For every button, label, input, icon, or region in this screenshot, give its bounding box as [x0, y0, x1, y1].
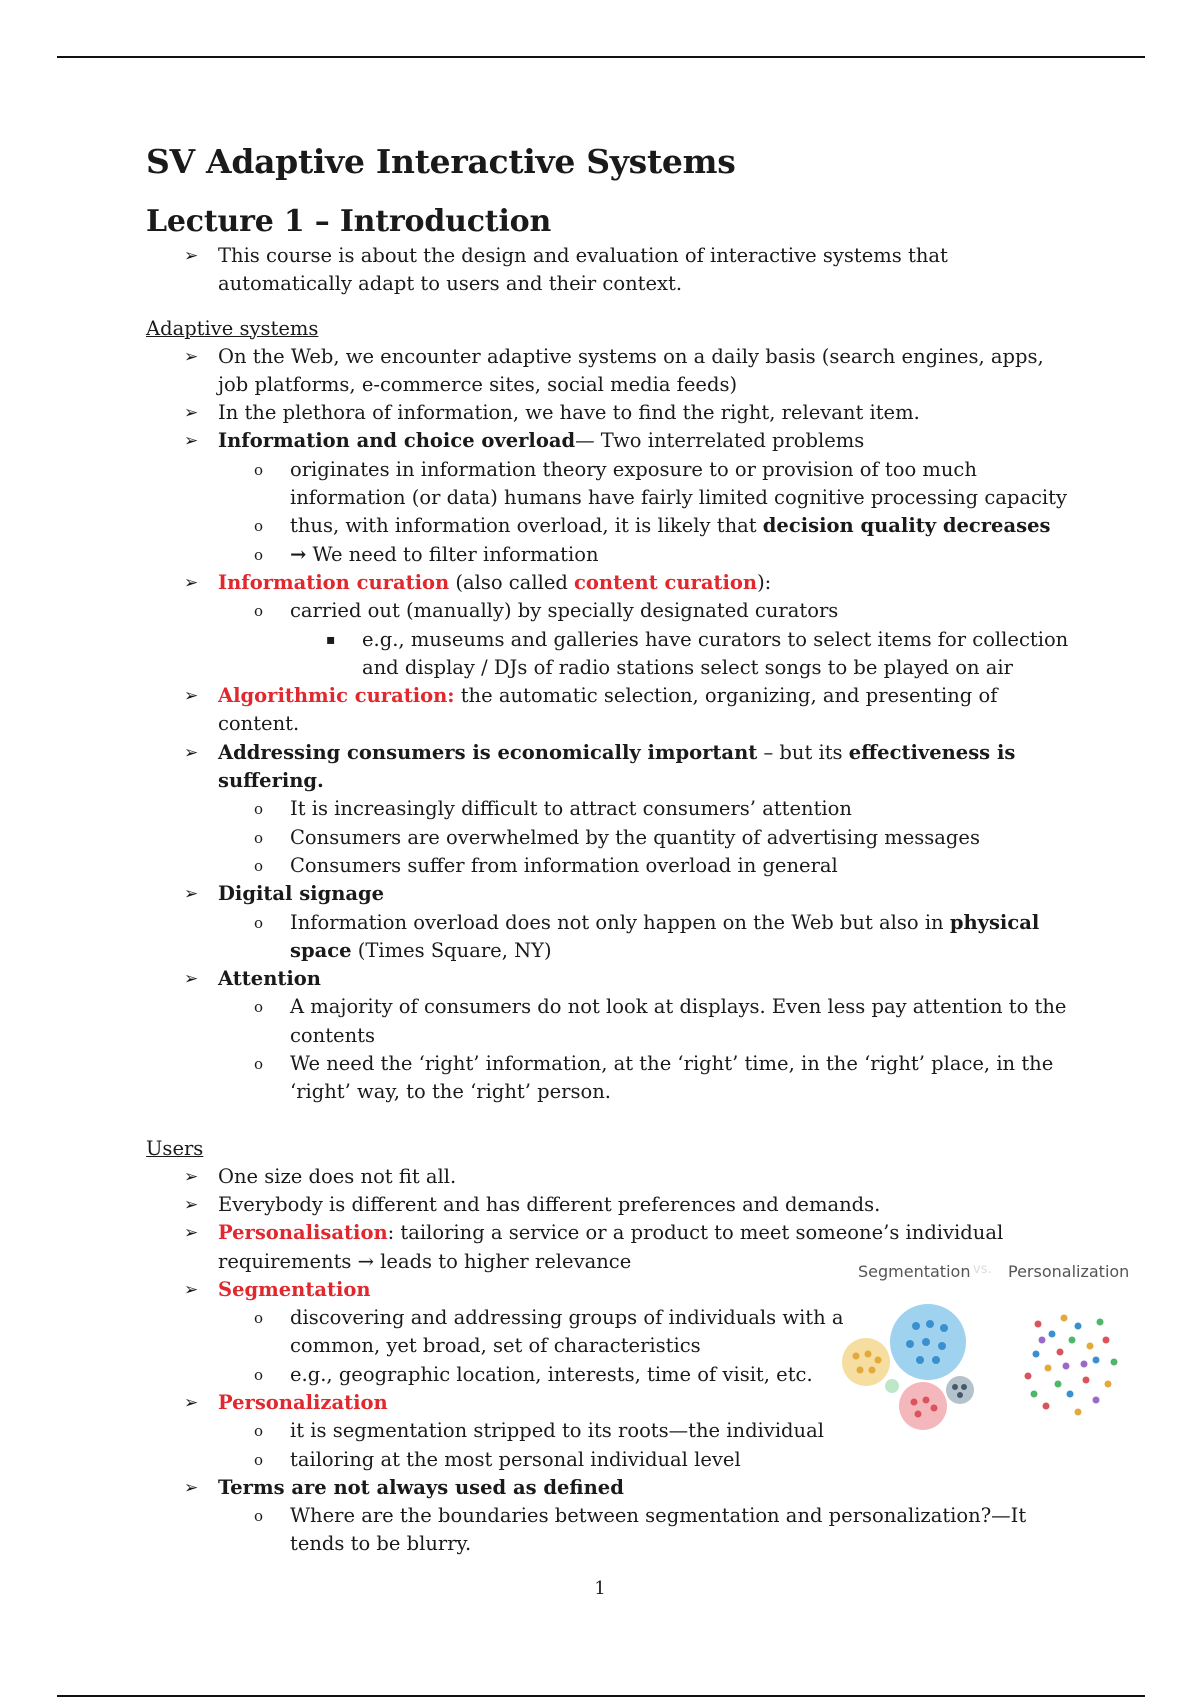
document-title: SV Adaptive Interactive Systems: [146, 142, 736, 181]
arrow-bullet-icon: ➢: [184, 246, 199, 266]
list-item: ➢ Attention: [146, 965, 1076, 993]
arrow-bullet-icon: ➢: [184, 431, 199, 452]
arrow-bullet-icon: ➢: [184, 403, 199, 424]
segment-groups-icon: [842, 1304, 974, 1430]
list-item: ➢ Personalization: [146, 1389, 1076, 1417]
bottom-rule: [57, 1695, 1145, 1697]
sub-list-item: o It is increasingly difficult to attract consumers’ attention: [146, 795, 1076, 823]
circle-bullet-icon: o: [254, 1309, 264, 1328]
arrow-bullet-icon: ➢: [184, 1194, 199, 1215]
list-item: ➢ Addressing consumers is economically important – but its effectiveness is suffering.: [184, 740, 1016, 793]
arrow-bullet-icon: ➢: [184, 572, 199, 593]
circle-bullet-icon: o: [254, 1450, 264, 1469]
sub-list-item: o tailoring at the most personal individual level: [146, 1446, 930, 1474]
circle-bullet-icon: o: [254, 828, 264, 847]
circle-bullet-icon: o: [254, 1507, 264, 1526]
sub-list-item: o Information overload does not only happen on the Web but also in physical space (Times Square, NY): [254, 910, 1040, 962]
sub-list-item: o it is segmentation stripped to its roots—the individual: [146, 1417, 930, 1445]
list-item: ➢ Algorithmic curation: the automatic selection, organizing, and presenting of content.: [184, 684, 998, 736]
arrow-bullet-icon: ➢: [184, 742, 199, 763]
arrow-bullet-icon: ➢: [184, 969, 199, 990]
figure-label-vs: vs.: [973, 1262, 992, 1277]
arrow-bullet-icon: ➢: [184, 1392, 199, 1413]
list-item: ➢ Digital signage: [146, 880, 1076, 908]
sub-list-item: o discovering and addressing groups of individuals with a common, yet broad, set of characteristics: [254, 1306, 844, 1358]
intro-list: [146, 242, 1076, 299]
list-item: ➢ Personalisation: tailoring a service or a product to meet someone’s individual requirements → leads to higher relevance: [184, 1221, 1004, 1273]
arrow-bullet-icon: ➢: [184, 686, 199, 707]
adaptive-list: [146, 343, 1076, 1107]
sub-list-item: o → We need to filter information: [146, 541, 1076, 569]
arrow-bullet-icon: ➢: [184, 1477, 199, 1498]
circle-bullet-icon: o: [254, 800, 264, 819]
list-item: ➢ One size does not fit all.: [146, 1163, 1076, 1191]
list-item: ➢ Terms are not always used as defined: [146, 1474, 1076, 1502]
circle-bullet-icon: o: [254, 998, 264, 1017]
list-item: ➢ Information and choice overload— Two interrelated problems: [146, 427, 1076, 455]
circle-bullet-icon: o: [254, 545, 264, 564]
sub-list-item: o carried out (manually) by specially designated curators: [146, 597, 1076, 625]
circle-bullet-icon: o: [254, 1422, 264, 1441]
figure-illustration: [838, 1256, 1138, 1436]
sub-list-item: o Where are the boundaries between segmentation and personalization?—It tends to be blurry.: [254, 1504, 1027, 1556]
sub-list-item: o We need the ‘right’ information, at the ‘right’ time, in the ‘right’ place, in the ‘right’ way, to the ‘right’ person.: [254, 1052, 1054, 1104]
arrow-bullet-icon: ➢: [184, 1223, 199, 1244]
list-item: ➢ Segmentation: [146, 1276, 1076, 1304]
top-rule: [57, 56, 1145, 58]
sub-list-item: o A majority of consumers do not look at displays. Even less pay attention to the contents: [254, 995, 1067, 1047]
arrow-bullet-icon: ➢: [184, 346, 199, 367]
list-item: ➢ Information curation (also called content curation):: [146, 569, 1076, 597]
arrow-bullet-icon: ➢: [184, 1279, 199, 1300]
sub-list-item: o thus, with information overload, it is likely that decision quality decreases: [146, 512, 1076, 540]
square-bullet-icon: ▪: [326, 631, 336, 648]
segmentation-vs-personalization-figure: [838, 1256, 1138, 1436]
circle-bullet-icon: o: [254, 1055, 264, 1074]
arrow-bullet-icon: ➢: [184, 1166, 199, 1187]
section-heading-users: Users: [146, 1136, 204, 1160]
figure-label-segmentation: Segmentation: [858, 1262, 971, 1281]
circle-bullet-icon: o: [254, 913, 264, 932]
sub-list-item: o originates in information theory exposure to or provision of too much information (or data) humans have fairly limited cognitive processing capacity: [254, 457, 1067, 510]
right-arrow-icon: →: [290, 542, 307, 566]
arrow-bullet-icon: ➢: [184, 884, 199, 905]
sub-list-item: o Consumers are overwhelmed by the quantity of advertising messages: [146, 824, 1076, 852]
sub-list-item: o e.g., geographic location, interests, time of visit, etc.: [146, 1361, 930, 1389]
circle-bullet-icon: o: [254, 856, 264, 875]
list-item: ➢ Everybody is different and has different preferences and demands.: [146, 1191, 1076, 1219]
page-number: 1: [594, 1578, 606, 1599]
circle-bullet-icon: o: [254, 460, 264, 479]
sub-list-item: o Consumers suffer from information overload in general: [146, 852, 1076, 880]
circle-bullet-icon: o: [254, 602, 264, 621]
circle-bullet-icon: o: [254, 517, 264, 536]
lecture-heading: Lecture 1 – Introduction: [146, 204, 552, 239]
sub-sub-list-item: ▪ e.g., museums and galleries have curators to select items for collection and display / DJs of radio stations select songs to be played on air: [326, 627, 1069, 679]
list-item: ➢ This course is about the design and evaluation of interactive systems that automatically adapt to users and their context.: [184, 244, 948, 296]
individual-users-icon: [1025, 1315, 1118, 1416]
section-heading-adaptive-systems: Adaptive systems: [146, 316, 319, 340]
circle-bullet-icon: o: [254, 1365, 264, 1384]
figure-label-personalization: Personalization: [1008, 1262, 1130, 1281]
list-item: ➢ On the Web, we encounter adaptive systems on a daily basis (search engines, apps, job platforms, e-commerce sites, social media feeds): [184, 344, 1044, 396]
list-item: ➢ In the plethora of information, we have to find the right, relevant item.: [146, 399, 1076, 427]
